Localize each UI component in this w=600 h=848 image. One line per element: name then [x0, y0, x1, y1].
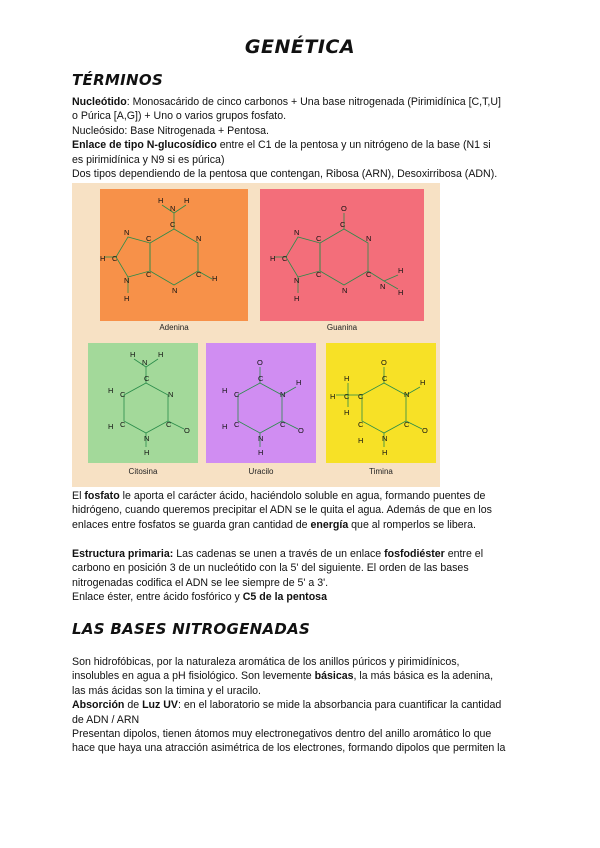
text-line: : Monosacárido de cinco carbonos + Una base nitrogenada (Pirimidínica [C,T,U] — [126, 96, 501, 108]
term-fosfato: fosfato — [84, 490, 120, 502]
svg-text:C: C — [120, 390, 126, 399]
svg-text:C: C — [404, 420, 410, 429]
svg-text:H: H — [344, 374, 350, 383]
text-line: Nucleósido: Base Nitrogenada + Pentosa. — [72, 124, 269, 137]
timina-box — [326, 343, 436, 463]
estructura-paragraph — [72, 547, 532, 605]
uracilo-label: Uracilo — [248, 467, 274, 476]
svg-text:N: N — [170, 204, 176, 213]
svg-text:C: C — [170, 220, 176, 229]
svg-text:H: H — [398, 288, 404, 297]
svg-text:N: N — [280, 390, 286, 399]
svg-text:N: N — [382, 434, 388, 443]
svg-text:H: H — [398, 266, 404, 275]
term-estructura-primaria: Estructura primaria: — [72, 548, 174, 560]
term-absorcion: Absorción — [72, 699, 125, 712]
uracilo-structure — [206, 343, 316, 463]
svg-text:N: N — [258, 434, 264, 443]
text-line: nitrogenadas codifica el ADN se lee siempre de 5' a 3'. — [72, 576, 329, 589]
svg-text:H: H — [158, 350, 164, 359]
term-c5-pentosa: C5 de la pentosa — [242, 591, 327, 604]
svg-text:C: C — [316, 234, 322, 243]
svg-text:H: H — [344, 408, 350, 417]
text-line: que al romperlos se libera. — [348, 518, 476, 531]
text-line: le aporta el carácter ácido, haciéndolo soluble en agua, formando puentes de — [119, 490, 486, 502]
svg-text:H: H — [382, 448, 388, 457]
term-luz-uv: Luz UV — [142, 699, 178, 712]
text-line: o Púrica [A,G]) + Uno o varios grupos fosfato. — [72, 110, 287, 123]
term-enlace: Enlace de tipo N-glucosídico — [72, 139, 217, 152]
svg-text:H: H — [294, 294, 300, 303]
nitrogenous-bases-figure — [72, 183, 440, 487]
svg-text:H: H — [222, 386, 228, 395]
svg-text:O: O — [298, 426, 304, 435]
svg-text:C: C — [366, 270, 372, 279]
svg-text:C: C — [112, 254, 118, 263]
svg-text:N: N — [294, 228, 300, 237]
svg-text:H: H — [108, 386, 114, 395]
text-line: El — [72, 490, 85, 502]
term-fosfodiester: fosfodiéster — [384, 548, 445, 560]
svg-text:N: N — [404, 390, 410, 399]
text-line: es pirimidínica y N9 si es púrica) — [72, 153, 225, 166]
citosina-label: Citosina — [128, 467, 158, 476]
svg-text:N: N — [380, 282, 386, 291]
text-line: hace que haya una atracción asimétrica de los electrones, formando dipolos que permiten la — [72, 742, 506, 755]
svg-text:N: N — [168, 390, 174, 399]
text-line: Son hidrofóbicas, por la naturaleza aromática de los anillos púricos y pirimidínicos, — [72, 656, 460, 668]
svg-text:C: C — [344, 392, 350, 401]
svg-text:H: H — [212, 274, 218, 283]
citosina-box — [88, 343, 198, 463]
terminos-paragraph — [72, 95, 532, 181]
svg-text:C: C — [358, 392, 364, 401]
text-line: entre el — [444, 548, 484, 560]
adenina-structure — [100, 189, 248, 321]
term-basicas: básicas — [314, 670, 354, 683]
guanina-structure — [260, 189, 424, 321]
svg-text:N: N — [196, 234, 202, 243]
svg-text:N: N — [342, 286, 348, 295]
svg-text:C: C — [144, 374, 150, 383]
svg-text:C: C — [340, 220, 346, 229]
term-energia: energía — [310, 518, 349, 531]
text-line: : en el laboratorio se mide la absorbancia para cuantificar la cantidad — [177, 699, 502, 712]
uracilo-box — [206, 343, 316, 463]
svg-text:C: C — [146, 270, 152, 279]
svg-text:N: N — [172, 286, 178, 295]
guanina-label: Guanina — [326, 323, 358, 332]
citosina-structure — [88, 343, 198, 463]
page-title: GENÉTICA — [244, 36, 356, 58]
section-heading-terminos: TÉRMINOS — [72, 71, 164, 89]
timina-label: Timina — [369, 467, 393, 476]
svg-text:C: C — [120, 420, 126, 429]
svg-text:C: C — [258, 374, 264, 383]
svg-text:C: C — [234, 390, 240, 399]
text-line: de ADN / ARN — [72, 713, 140, 726]
svg-text:H: H — [100, 254, 106, 263]
svg-text:H: H — [358, 436, 364, 445]
section-heading-bases: LAS BASES NITROGENADAS — [72, 620, 311, 638]
text-line: Dos tipos dependiendo de la pentosa que contengan, Ribosa (ARN), Desoxirribosa (ADN). — [72, 168, 498, 181]
svg-text:H: H — [420, 378, 426, 387]
guanina-box — [260, 189, 424, 321]
svg-text:C: C — [382, 374, 388, 383]
text-line: insolubles en agua a pH fisiológico. Son levemente — [72, 670, 315, 683]
svg-text:C: C — [358, 420, 364, 429]
svg-text:C: C — [280, 420, 286, 429]
svg-text:H: H — [270, 254, 276, 263]
svg-text:O: O — [422, 426, 428, 435]
svg-text:H: H — [144, 448, 150, 457]
svg-text:H: H — [296, 378, 302, 387]
svg-text:H: H — [258, 448, 264, 457]
svg-text:C: C — [316, 270, 322, 279]
adenina-box — [100, 189, 248, 321]
text-line: Enlace éster, entre ácido fosfórico y — [72, 591, 243, 604]
svg-text:O: O — [184, 426, 190, 435]
svg-text:N: N — [366, 234, 372, 243]
svg-text:N: N — [144, 434, 150, 443]
fosfato-paragraph — [72, 489, 532, 532]
text-line: carbono en posición 3 de un nucleótido con la 5' del siguiente. El orden de las bases — [72, 562, 469, 575]
svg-text:H: H — [184, 196, 190, 205]
text-line: , la más básica es la adenina, — [353, 670, 494, 683]
term-nucleotido: Nucleótido — [72, 96, 127, 108]
svg-text:N: N — [124, 228, 130, 237]
svg-text:H: H — [130, 350, 136, 359]
timina-structure — [326, 343, 436, 463]
svg-text:C: C — [146, 234, 152, 243]
svg-text:N: N — [124, 276, 130, 285]
svg-text:H: H — [124, 294, 130, 303]
adenina-label: Adenina — [159, 323, 189, 332]
text-line: Presentan dipolos, tienen átomos muy electronegativos dentro del anillo aromático lo que — [72, 728, 492, 741]
svg-text:O: O — [341, 204, 347, 213]
svg-text:H: H — [158, 196, 164, 205]
svg-text:H: H — [108, 422, 114, 431]
svg-text:H: H — [222, 422, 228, 431]
svg-text:O: O — [257, 358, 263, 367]
text-line: hidrógeno, cuando queremos precipitar el ADN se le quita el agua. Además de que en los — [72, 504, 492, 517]
svg-text:C: C — [234, 420, 240, 429]
svg-text:C: C — [166, 420, 172, 429]
svg-text:O: O — [381, 358, 387, 367]
text-line: Las cadenas se unen a través de un enlace — [173, 548, 385, 560]
svg-text:H: H — [330, 392, 336, 401]
svg-text:C: C — [196, 270, 202, 279]
svg-text:C: C — [282, 254, 288, 263]
svg-text:N: N — [294, 276, 300, 285]
text-line: enlaces entre fosfatos se guarda gran cantidad de — [72, 518, 311, 531]
text-line: entre el C1 de la pentosa y un nitrógeno de la base (N1 si — [216, 139, 491, 152]
text-line: de — [124, 699, 143, 712]
text-line: las más ácidas son la timina y el uracilo. — [72, 684, 262, 697]
bases-paragraph — [72, 655, 542, 756]
svg-text:N: N — [142, 358, 148, 367]
